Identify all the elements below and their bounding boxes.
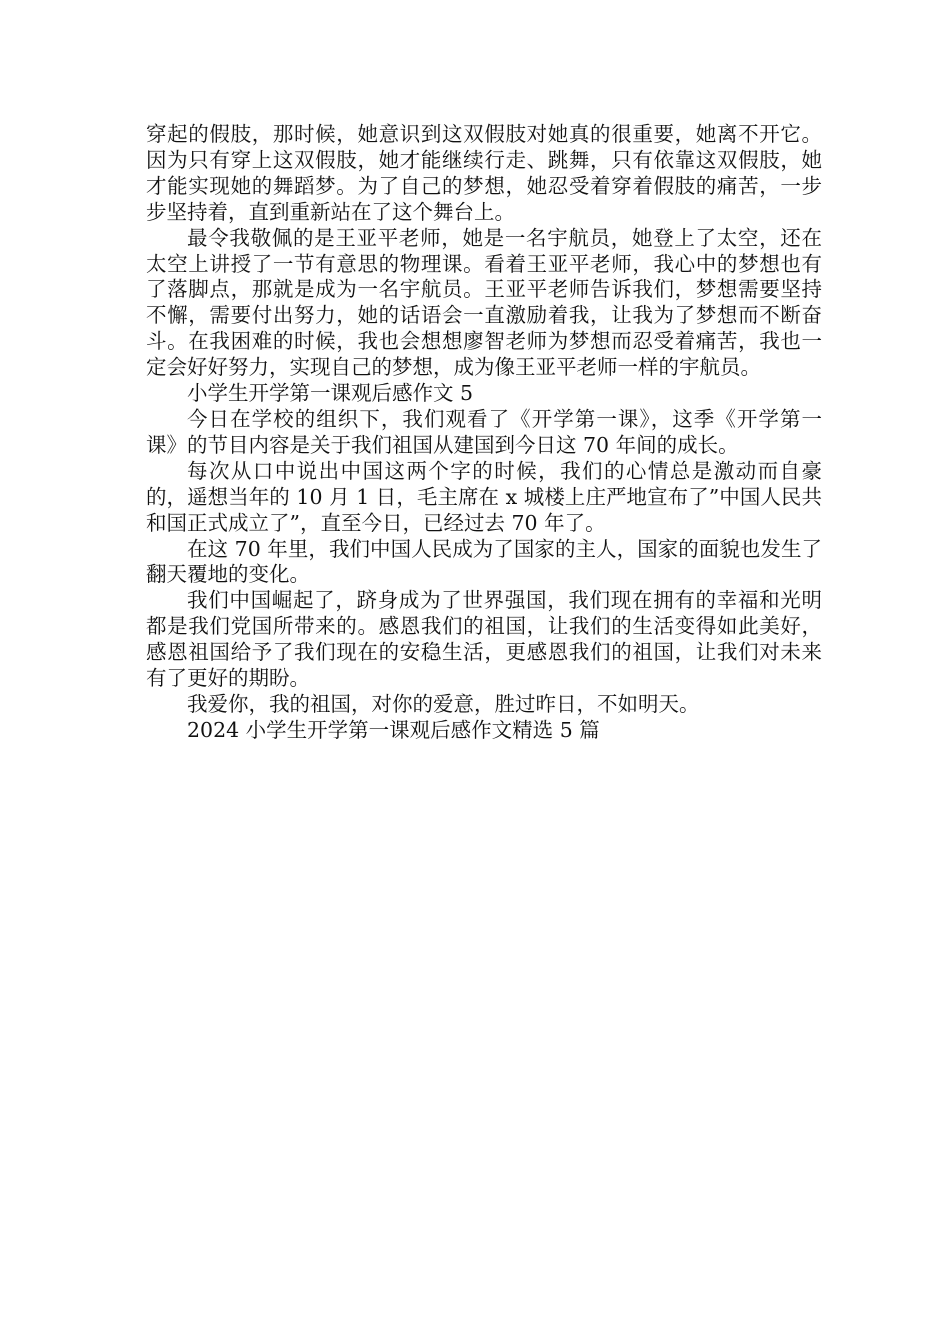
paragraph-70-years: 在这 70 年里，我们中国人民成为了国家的主人，国家的面貌也发生了翻天覆地的变化。	[146, 536, 822, 587]
essay-5-heading: 小学生开学第一课观后感作文 5	[187, 381, 474, 406]
paragraph-rise: 我们中国崛起了，跻身成为了世界强国，我们现在拥有的幸福和光明都是我们党国所带来的。感恩我们的祖国，让我们的生活变得如此美好，感恩祖国给予了我们现在的安稳生活，更感恩我们的祖国，让我们对未来有了更好的期盼。	[146, 588, 822, 691]
paragraph-china: 每次从口中说出中国这两个字的时候，我们的心情总是激动而自豪的，遥想当年的 10 月 1 日，毛主席在 x 城楼上庄严地宣布了”中国人民共和国正式成立了”，直至今日，已经过去 70 年了。	[146, 458, 822, 535]
document-body	[146, 122, 822, 744]
paragraph-love: 我爱你，我的祖国，对你的爱意，胜过昨日，不如明天。	[187, 691, 700, 716]
document-footer-title: 2024 小学生开学第一课观后感作文精选 5 篇	[187, 717, 600, 742]
paragraph-wang-yaping: 最令我敬佩的是王亚平老师，她是一名宇航员，她登上了太空，还在太空上讲授了一节有意思的物理课。看着王亚平老师，我心中的梦想也有了落脚点，那就是成为一名宇航员。王亚平老师告诉我们，梦想需要坚持不懈，需要付出努力，她的话语会一直激励着我，让我为了梦想而不断奋斗。在我困难的时候，我也会想想廖智老师为梦想而忍受着痛苦，我也一定会好好努力，实现自己的梦想，成为像王亚平老师一样的宇航员。	[146, 225, 822, 380]
paragraph-continued: 穿起的假肢，那时候，她意识到这双假肢对她真的很重要，她离不开它。因为只有穿上这双假肢，她才能继续行走、跳舞，只有依靠这双假肢，她才能实现她的舞蹈梦。为了自己的梦想，她忍受着穿着假肢的痛苦，一步步坚持着，直到重新站在了这个舞台上。	[146, 122, 822, 224]
paragraph-intro: 今日在学校的组织下，我们观看了《开学第一课》，这季《开学第一课》的节目内容是关于我们祖国从建国到今日这 70 年间的成长。	[146, 406, 822, 457]
